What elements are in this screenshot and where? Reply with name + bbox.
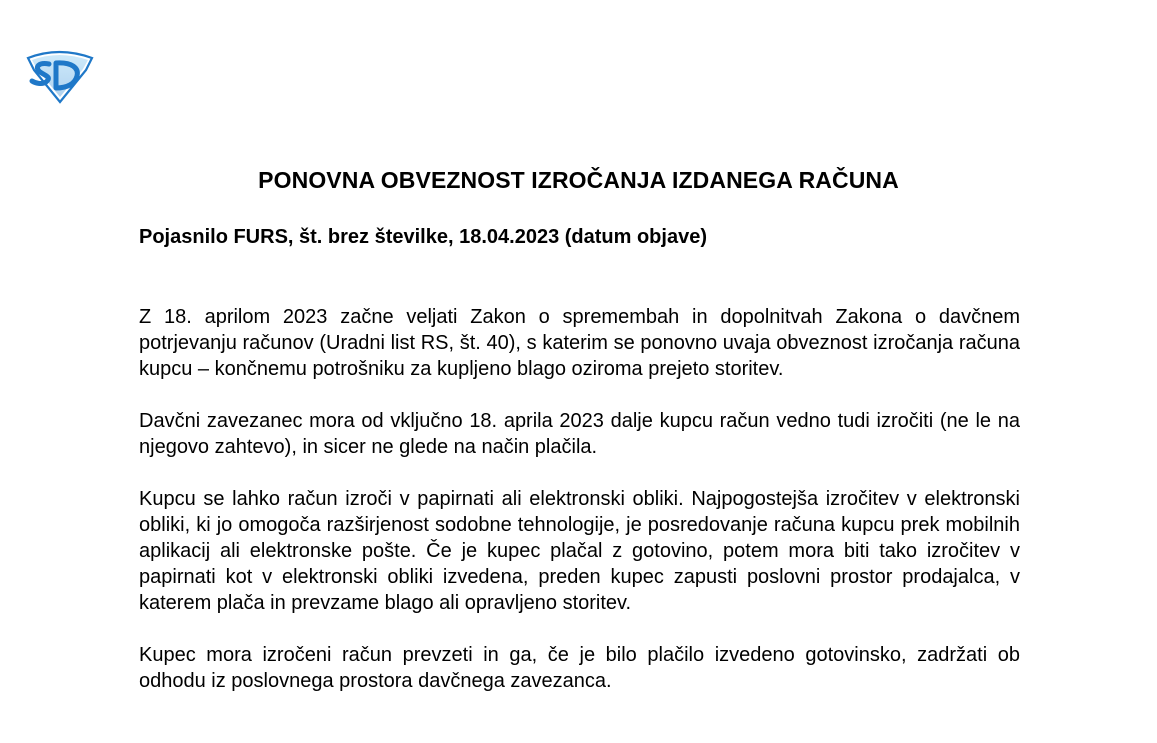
paragraph-4: Kupec mora izročeni račun prevzeti in ga, če je bilo plačilo izvedeno gotovinsko, zadržati ob odhodu iz poslovnega prostora davčnega zavezanca.	[139, 644, 1020, 692]
paragraph-3: Kupcu se lahko račun izroči v papirnati ali elektronski obliki. Najpogostejša izročitev v elektronski obliki, ki jo omogoča razširjenost sodobne tehnologije, je posredovanje računa kupcu prek mobilnih aplikacij ali elektronske pošte. Če je kupec plačal z gotovino, potem mora biti tako izročitev v papirnati kot v elektronski obliki izvedena, preden kupec zapusti poslovni prostor prodajalca, v katerem plača in prevzame blago ali opravljeno storitev.	[139, 488, 1020, 614]
sd-shield-logo-icon	[22, 48, 96, 104]
document-title: PONOVNA OBVEZNOST IZROČANJA IZDANEGA RAČUNA	[258, 167, 899, 193]
paragraph-2: Davčni zavezanec mora od vključno 18. aprila 2023 dalje kupcu račun vedno tudi izročiti (ne le na njegovo zahtevo), in sicer ne glede na način plačila.	[139, 410, 1020, 458]
paragraph-1: Z 18. aprilom 2023 začne veljati Zakon o spremembah in dopolnitvah Zakona o davčnem potrjevanju računov (Uradni list RS, št. 40), s katerim se ponovno uvaja obveznost izročanja računa kupcu – končnemu potrošniku za kupljeno blago oziroma prejeto storitev.	[139, 306, 1020, 380]
document-subtitle: Pojasnilo FURS, št. brez številke, 18.04.2023 (datum objave)	[139, 226, 707, 248]
document-body	[139, 304, 1020, 720]
